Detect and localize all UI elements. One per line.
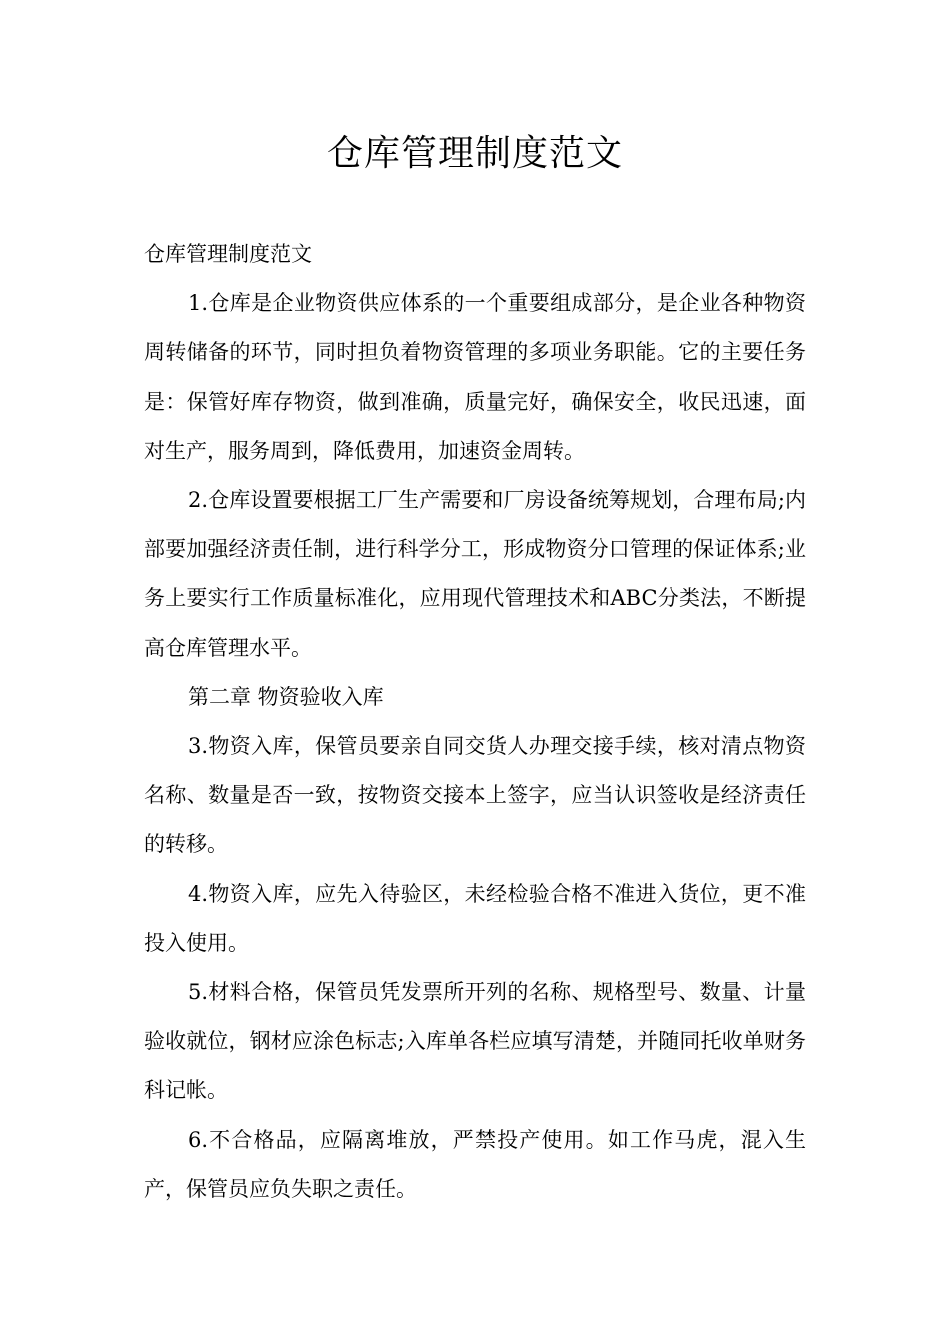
chapter-heading: 第二章 物资验收入库 bbox=[188, 684, 384, 709]
paragraph-2: 2.仓库设置要根据工厂生产需要和厂房设备统筹规划，合理布局;内部要加强经济责任制，进行科学分工，形成物资分口管理的保证体系;业务上要实行工作质量标准化，应用现代管理技术和ABC分类法，不断提高仓库管理水平。 bbox=[144, 488, 806, 660]
document-body bbox=[144, 230, 806, 1214]
paragraph-5: 5.材料合格，保管员凭发票所开列的名称、规格型号、数量、计量验收就位，钢材应涂色标志;入库单各栏应填写清楚，并随同托收单财务科记帐。 bbox=[144, 980, 806, 1103]
paragraph-3: 3.物资入库，保管员要亲自同交货人办理交接手续，核对清点物资名称、数量是否一致，按物资交接本上签字，应当认识签收是经济责任的转移。 bbox=[144, 734, 806, 857]
document-title: 仓库管理制度范文 bbox=[326, 133, 623, 174]
paragraph-6: 6.不合格品，应隔离堆放，严禁投产使用。如工作马虎，混入生产，保管员应负失职之责任。 bbox=[144, 1127, 806, 1201]
paragraph-4: 4.物资入库，应先入待验区，未经检验合格不准进入货位，更不准投入使用。 bbox=[144, 881, 806, 955]
paragraph-1: 1.仓库是企业物资供应体系的一个重要组成部分，是企业各种物资周转储备的环节，同时担负着物资管理的多项业务职能。它的主要任务是：保管好库存物资，做到准确，质量完好，确保安全，收民迅速，面对生产，服务周到，降低费用，加速资金周转。 bbox=[144, 291, 806, 463]
paragraph-heading: 仓库管理制度范文 bbox=[144, 242, 312, 266]
